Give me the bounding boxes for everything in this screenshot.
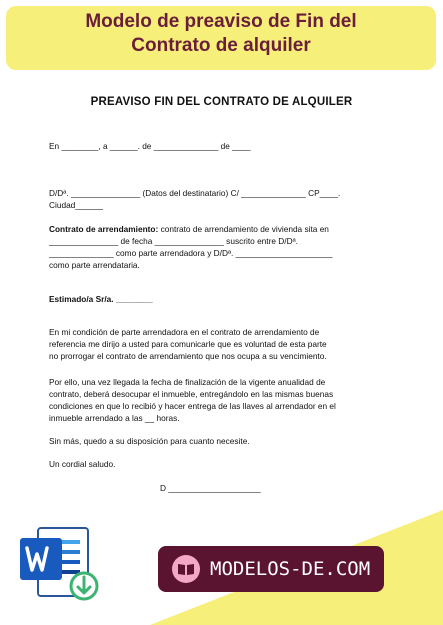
brand-name: MODELOS-DE.COM xyxy=(210,558,371,580)
open-book-icon xyxy=(172,555,200,583)
closing-line-2: Un cordial saludo. xyxy=(49,459,116,469)
signature-line: D ____________________ xyxy=(160,483,261,493)
document-title: PREAVISO FIN DEL CONTRATO DE ALQUILER xyxy=(90,96,353,108)
closing-line-1: Sin más, quedo a su disposición para cuanto necesite. xyxy=(49,436,250,446)
contract-line-2: _______________ de fecha _______________ suscrito entre D/Dª. xyxy=(49,236,298,246)
greeting: Estimado/a Sr/a. ________ xyxy=(49,294,153,304)
paragraph-2-line-4: inmueble arrendado a las __ horas. xyxy=(49,413,180,423)
contract-line-1 xyxy=(49,224,329,235)
paragraph-1-line-2: referencia me dirijo a usted para comunicarle que es voluntad de esta parte xyxy=(49,339,327,349)
page-title-line2: Contrato de alquiler xyxy=(131,35,311,56)
contract-line-1-text: contrato de arrendamiento de vivienda sita en xyxy=(158,224,329,234)
contract-label: Contrato de arrendamiento: xyxy=(49,224,159,234)
page-title-line1: Modelo de preaviso de Fin del xyxy=(85,11,357,32)
paragraph-2-line-3: condiciones en que lo recibió y hacer entrega de las llaves al arrendador en el xyxy=(49,401,336,411)
word-download-icon[interactable] xyxy=(16,524,104,610)
contract-line-4: como parte arrendataria. xyxy=(49,260,140,270)
recipient-line: D/Dª. _______________ (Datos del destinatario) C/ ______________ CP____. xyxy=(49,188,341,198)
paragraph-1-line-3: no prorrogar el contrato de arrendamiento que nos ocupa a su vencimiento. xyxy=(49,351,327,361)
brand-badge[interactable] xyxy=(158,546,384,592)
contract-line-3: ______________ como parte arrendadora y D/Dª. _____________________ xyxy=(49,248,333,258)
paragraph-2-line-2: contrato, deberá desocupar el inmueble, entregándolo en las mismas buenas xyxy=(49,389,334,399)
paragraph-2-line-1: Por ello, una vez llegada la fecha de finalización de la vigente anualidad de xyxy=(49,377,326,387)
paragraph-1-line-1: En mi condición de parte arrendadora en el contrato de arrendamiento de xyxy=(49,327,320,337)
recipient-city-line: Ciudad______ xyxy=(49,200,103,210)
date-line: En ________, a ______. de ______________ de ____ xyxy=(49,141,251,151)
page-title xyxy=(10,10,432,58)
